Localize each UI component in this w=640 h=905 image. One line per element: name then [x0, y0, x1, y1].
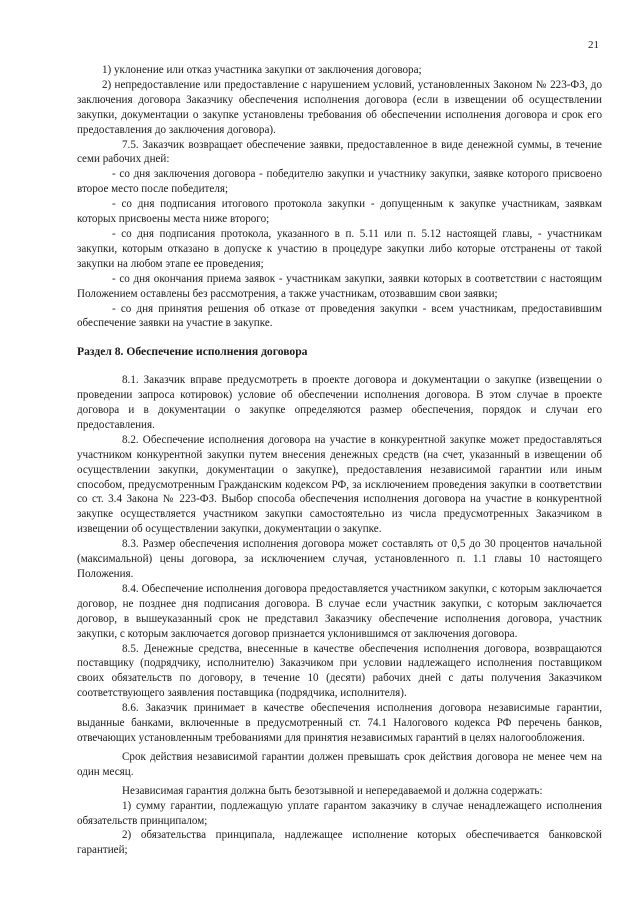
paragraph: 8.4. Обеспечение исполнения договора предоставляется участником закупки, с которым заключается договор, не позднее дня подписания договора. В случае если участник закупки, с которым заключается договор, в вышеуказанный срок не представил Заказчику обеспечение исполнения договора, участник закупки, с которым заключается договор признается уклонившимся от заключения договора. — [77, 582, 602, 640]
paragraph: - со дня подписания итогового протокола закупки - допущенным к закупке участникам, заявкам которых присвоены места ниже второго; — [77, 198, 602, 226]
paragraph: 7.5. Заказчик возвращает обеспечение заявки, предоставленное в виде денежной суммы, в течение семи рабочих дней: — [77, 138, 602, 166]
paragraph: - со дня заключения договора - победителю закупки и участнику закупки, заявке которого присвоено второе место после победителя; — [77, 168, 602, 196]
paragraph: - со дня принятия решения об отказе от проведения закупки - всем участникам, предоставившим обеспечение заявки на участие в закупке. — [77, 302, 602, 330]
paragraph: 1) уклонение или отказ участника закупки от заключения договора; — [102, 64, 422, 76]
paragraph: Независимая гарантия должна быть безотзывной и непередаваемой и должна содержать: — [122, 784, 543, 797]
page-number: 21 — [588, 39, 599, 51]
section-heading: Раздел 8. Обеспечение исполнения договора — [77, 345, 308, 359]
paragraph: - со дня окончания приема заявок - участникам закупки, заявки которых в соответствии с настоящим Положением оставлены без рассмотрения, а также участникам, отозвавшим свои заявки; — [77, 272, 602, 300]
paragraph: Срок действия независимой гарантии должен превышать срок действия договора не менее чем на один месяц. — [77, 750, 602, 778]
paragraph: 2) обязательства принципала, надлежащее исполнение которых обеспечивается банковской гарантией; — [77, 829, 602, 857]
paragraph: 8.3. Размер обеспечения исполнения договора может составлять от 0,5 до 30 процентов начальной (максимальной) цены договора, за исключением случая, установленного п. 1.1 главы 10 настоящего Положения. — [77, 538, 602, 580]
paragraph: 2) непредоставление или предоставление с нарушением условий, установленных Законом № 223-ФЗ, до заключения договора Заказчику обеспечения исполнения договора (если в извещении об осуществлении закупки, документации о закупке установлены требования об обеспечении исполнения договора и срок его предоставления до заключения договора). — [77, 78, 602, 136]
paragraph: 8.2. Обеспечение исполнения договора на участие в конкурентной закупке может предоставляться участником конкурентной закупки путем внесения денежных средств (на счет, указанный в извещении об осуществлении закупки, документации о закупке), предоставления независимой гарантии или иным способом, предусмотренным Гражданским кодексом РФ, за исключением проведения закупки в соответствии со ст. 3.4 Закона № 223-ФЗ. Выбор способа обеспечения исполнения договора на участие в конкурентной закупке осуществляется участником закупки самостоятельно из числа предусмотренных Заказчиком в извещении об осуществлении закупки, документации о закупке. — [77, 433, 602, 536]
paragraph: 1) сумму гарантии, подлежащую уплате гарантом заказчику в случае ненадлежащего исполнения обязательств принципалом; — [77, 799, 602, 827]
paragraph: - со дня подписания протокола, указанного в п. 5.11 или п. 5.12 настоящей главы, - участникам закупки, которым отказано в допуске к участию в процедуре закупки либо которые отстранены от такой закупки на любом этапе ее проведения; — [77, 227, 602, 270]
page-content — [77, 63, 602, 858]
paragraph: 8.5. Денежные средства, внесенные в качестве обеспечения исполнения договора, возвращаются поставщику (подрядчику, исполнителю) Заказчиком при условии надлежащего исполнения поставщиком своих обязательств по договору, в течение 10 (десяти) рабочих дней с даты получения Заказчиком соответствующего заявления поставщика (подрядчика, исполнителя). — [77, 642, 602, 700]
paragraph: 8.6. Заказчик принимает в качестве обеспечения исполнения договора независимые гарантии, выданные банками, включенные в предусмотренный ст. 74.1 Налогового кодекса РФ перечень банков, отвечающих установленным требованиями для принятия независимых гарантий в целях налогообложения. — [77, 702, 602, 744]
paragraph: 8.1. Заказчик вправе предусмотреть в проекте договора и документации о закупке (извещении о проведении запроса котировок) условие об обеспечении исполнения договора. В этом случае в проекте договора и в документации о закупке определяются размер обеспечения, порядок и случаи его предоставления. — [77, 374, 602, 431]
